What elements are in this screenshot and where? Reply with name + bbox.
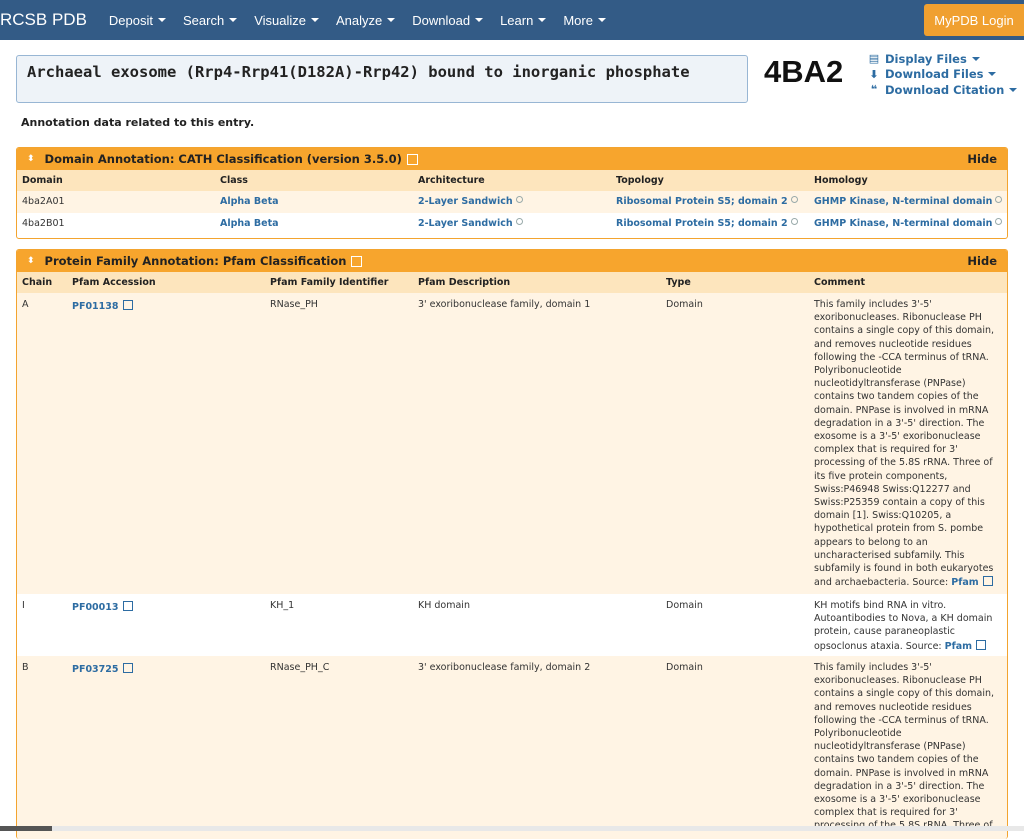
- pfam-panel-header[interactable]: [17, 250, 1007, 272]
- comment-line: hypothetical protein from S. pombe: [814, 523, 984, 535]
- chain-id: B: [22, 662, 29, 673]
- comment-line: following the -CCA terminus of tRNA.: [814, 714, 989, 726]
- homology-cell: [814, 196, 1002, 207]
- col-domain[interactable]: Domain: [22, 175, 63, 186]
- comment-line: domain. PNPase is involved in mRNA: [814, 767, 989, 779]
- annotation-label: Annotation data related to this entry.: [21, 116, 255, 129]
- col-topology[interactable]: Topology: [616, 175, 664, 186]
- external-link-icon[interactable]: [123, 300, 133, 310]
- external-link-icon[interactable]: [351, 256, 362, 267]
- external-link-icon[interactable]: [123, 601, 133, 611]
- topology-cell: [616, 196, 798, 207]
- comment-line: processing of the 5.8S rRNA. Three of: [814, 457, 993, 469]
- comment-line: Swiss:P46948 Swiss:Q12277 and: [814, 483, 971, 495]
- pfam-hide-toggle[interactable]: Hide: [967, 254, 997, 268]
- family-identifier: RNase_PH_C: [270, 662, 330, 673]
- comment-line-text: opsoclonus ataxia. Source:: [814, 640, 942, 652]
- comment-line: exosome is a 3'-5' exoribonuclease: [814, 794, 981, 806]
- table-row: [17, 594, 1007, 656]
- comment-line: domain [1]. Swiss:Q10205, a: [814, 510, 952, 522]
- family-identifier: KH_1: [270, 600, 295, 611]
- pfam-accession-link[interactable]: PF01138: [72, 301, 119, 312]
- col-chain[interactable]: Chain: [22, 277, 53, 288]
- comment-line: contains two tandem copies of the: [814, 391, 979, 403]
- domain-id: 4ba2B01: [22, 218, 65, 229]
- nav-label: Learn: [500, 12, 534, 28]
- nav-label: Analyze: [336, 12, 383, 28]
- pfam-source-link[interactable]: Pfam: [944, 640, 973, 652]
- comment-line: Polyribonucleotide: [814, 365, 902, 377]
- col-pfam-identifier[interactable]: Pfam Family Identifier: [270, 277, 389, 288]
- file-links: [868, 51, 1017, 98]
- brand-logo[interactable]: RCSB PDB: [0, 10, 87, 29]
- class-link[interactable]: Alpha Beta: [220, 196, 279, 207]
- display-files-link[interactable]: [868, 51, 1017, 67]
- download-icon: ⬇: [869, 67, 879, 81]
- col-type[interactable]: Type: [666, 277, 691, 288]
- comment-line: exoribonucleases. Ribonuclease PH: [814, 312, 982, 324]
- magnifier-icon[interactable]: [516, 218, 523, 225]
- comment-line: degradation in a 3'-5' direction. The: [814, 780, 985, 792]
- expand-collapse-icon: ⬍: [27, 154, 35, 164]
- nav-search[interactable]: [183, 13, 237, 28]
- mypdb-login-button[interactable]: MyPDB Login: [924, 4, 1024, 36]
- comment-line: Swiss:P25359 contain a copy of this: [814, 497, 985, 509]
- pfam-source-link[interactable]: Pfam: [951, 577, 979, 589]
- family-description: 3' exoribonuclease family, domain 1: [418, 299, 591, 310]
- comment-line: degradation in a 3'-5' direction. The: [814, 417, 985, 429]
- expand-collapse-icon: ⬍: [27, 256, 35, 266]
- table-row: [17, 293, 1007, 594]
- caret-down-icon: [988, 72, 996, 76]
- table-row: [17, 213, 1007, 235]
- caret-down-icon: [1009, 88, 1017, 92]
- pfam-accession-link[interactable]: PF00013: [72, 602, 119, 613]
- external-link-icon[interactable]: [983, 576, 993, 586]
- topology-link[interactable]: Ribosomal Protein S5; domain 2: [616, 196, 788, 207]
- comment-line: complex that is required for 3': [814, 444, 958, 456]
- nav-analyze[interactable]: [336, 13, 395, 28]
- comment-text: [814, 599, 1004, 653]
- comment-line: domain. PNPase is involved in mRNA: [814, 404, 989, 416]
- caret-down-icon: [538, 18, 546, 22]
- type-value: Domain: [666, 662, 703, 673]
- architecture-cell: [418, 196, 523, 207]
- caret-down-icon: [475, 18, 483, 22]
- homology-link[interactable]: GHMP Kinase, N-terminal domain: [814, 196, 993, 207]
- comment-text: [814, 298, 1004, 589]
- comment-line: contains a single copy of this domain,: [814, 325, 995, 337]
- homology-cell: [814, 218, 1002, 229]
- comment-line: contains a single copy of this domain,: [814, 688, 995, 700]
- comment-line: uncharacterised subfamily. This: [814, 549, 965, 561]
- comment-line: exosome is a 3'-5' exoribonuclease: [814, 431, 981, 443]
- external-link-icon[interactable]: [407, 154, 418, 165]
- cath-panel: [16, 147, 1008, 239]
- comment-line: nucleotidyltransferase (PNPase): [814, 741, 966, 753]
- magnifier-icon[interactable]: [791, 218, 798, 225]
- comment-line: protein, cause paraneoplastic: [814, 626, 955, 638]
- comment-line: This family includes 3'-5': [814, 299, 932, 310]
- comment-line: [814, 575, 1004, 589]
- table-row: [17, 191, 1007, 213]
- magnifier-icon[interactable]: [516, 196, 523, 203]
- comment-line: following the -CCA terminus of tRNA.: [814, 351, 989, 363]
- comment-text: [814, 661, 1004, 833]
- col-pfam-accession[interactable]: Pfam Accession: [72, 277, 156, 288]
- domain-id: 4ba2A01: [22, 196, 65, 207]
- file-icon: ▤: [868, 52, 880, 66]
- comment-line: contains two tandem copies of the: [814, 754, 979, 766]
- nav-download[interactable]: [412, 13, 483, 28]
- col-comment[interactable]: Comment: [814, 277, 866, 288]
- chain-id: A: [22, 299, 29, 310]
- link-label: Download Files: [885, 67, 984, 82]
- download-citation-link[interactable]: [868, 82, 1017, 98]
- external-link-icon[interactable]: [123, 663, 133, 673]
- cath-panel-header[interactable]: [17, 148, 1007, 170]
- comment-line: complex that is required for 3': [814, 807, 958, 819]
- comment-line: appears to belong to an: [814, 536, 928, 548]
- magnifier-icon[interactable]: [995, 218, 1002, 225]
- accession-cell: [72, 299, 133, 312]
- architecture-cell: [418, 218, 523, 229]
- caret-down-icon: [387, 18, 395, 22]
- link-label: Download Citation: [885, 82, 1005, 97]
- topology-link[interactable]: Ribosomal Protein S5; domain 2: [616, 218, 788, 229]
- architecture-link[interactable]: 2-Layer Sandwich: [418, 196, 513, 207]
- caret-down-icon: [311, 18, 319, 22]
- col-homology[interactable]: Homology: [814, 175, 868, 186]
- magnifier-icon[interactable]: [995, 196, 1002, 203]
- col-pfam-description[interactable]: Pfam Description: [418, 277, 511, 288]
- accession-cell: [72, 600, 133, 613]
- class-link[interactable]: Alpha Beta: [220, 218, 279, 229]
- link-label: Display Files: [885, 51, 967, 66]
- caret-down-icon: [158, 18, 166, 22]
- comment-line: KH motifs bind RNA in vitro.: [814, 600, 947, 611]
- cath-column-headers: [17, 170, 1007, 191]
- nav-learn[interactable]: [500, 13, 546, 28]
- comment-line: Autoantibodies to Nova, a KH domain: [814, 613, 993, 625]
- magnifier-icon[interactable]: [791, 196, 798, 203]
- nav-deposit[interactable]: [109, 13, 166, 28]
- comment-line: subfamily is found in both eukaryotes: [814, 563, 994, 575]
- entry-title-box: [16, 55, 748, 103]
- comment-line-text: and archaebacteria. Source:: [814, 577, 949, 589]
- comment-line: its five protein components,: [814, 470, 948, 482]
- type-value: Domain: [666, 600, 703, 611]
- pfam-accession-link[interactable]: PF03725: [72, 664, 119, 675]
- entry-title: Archaeal exosome (Rrp4-Rrp41(D182A)-Rrp42) bound to inorganic phosphate: [27, 63, 690, 81]
- comment-line: and removes nucleotide residues: [814, 701, 972, 713]
- comment-line: exoribonucleases. Ribonuclease PH: [814, 675, 982, 687]
- caret-down-icon: [598, 18, 606, 22]
- horizontal-scrollbar[interactable]: [0, 826, 1024, 831]
- nav-label: Download: [412, 12, 471, 28]
- type-value: Domain: [666, 299, 703, 310]
- chain-id: I: [22, 600, 25, 611]
- nav-label: Search: [183, 12, 225, 28]
- nav-label: Deposit: [108, 12, 153, 28]
- pfam-panel: [16, 249, 1008, 839]
- scrollbar-thumb[interactable]: [0, 826, 52, 831]
- caret-down-icon: [972, 57, 980, 61]
- family-description: 3' exoribonuclease family, domain 2: [418, 662, 591, 673]
- family-identifier: RNase_PH: [270, 299, 318, 310]
- nav-more[interactable]: [563, 13, 606, 28]
- caret-down-icon: [229, 18, 237, 22]
- pfam-heading: Protein Family Annotation: Pfam Classification: [44, 254, 347, 268]
- topology-cell: [616, 218, 798, 229]
- external-link-icon[interactable]: [976, 640, 986, 650]
- comment-line: [814, 639, 1004, 653]
- comment-line: Polyribonucleotide: [814, 728, 902, 740]
- comment-line: nucleotidyltransferase (PNPase): [814, 378, 966, 390]
- comment-line: and removes nucleotide residues: [814, 338, 972, 350]
- col-architecture[interactable]: Architecture: [418, 175, 485, 186]
- col-class[interactable]: Class: [220, 175, 248, 186]
- pdb-id: 4BA2: [764, 54, 844, 89]
- top-navbar: [0, 0, 1024, 40]
- table-row: [17, 656, 1007, 839]
- homology-link[interactable]: GHMP Kinase, N-terminal domain: [814, 218, 993, 229]
- cath-heading: Domain Annotation: CATH Classification (version 3.5.0): [44, 152, 402, 166]
- nav-label: More: [563, 12, 593, 28]
- nav-visualize[interactable]: [254, 13, 319, 28]
- architecture-link[interactable]: 2-Layer Sandwich: [418, 218, 513, 229]
- family-description: KH domain: [418, 600, 470, 611]
- pfam-column-headers: [17, 272, 1007, 293]
- nav-label: Visualize: [254, 12, 306, 28]
- download-files-link[interactable]: [868, 67, 1017, 83]
- comment-line: This family includes 3'-5': [814, 662, 932, 673]
- accession-cell: [72, 662, 133, 675]
- quote-icon: ❝: [870, 83, 878, 97]
- cath-hide-toggle[interactable]: Hide: [967, 152, 997, 166]
